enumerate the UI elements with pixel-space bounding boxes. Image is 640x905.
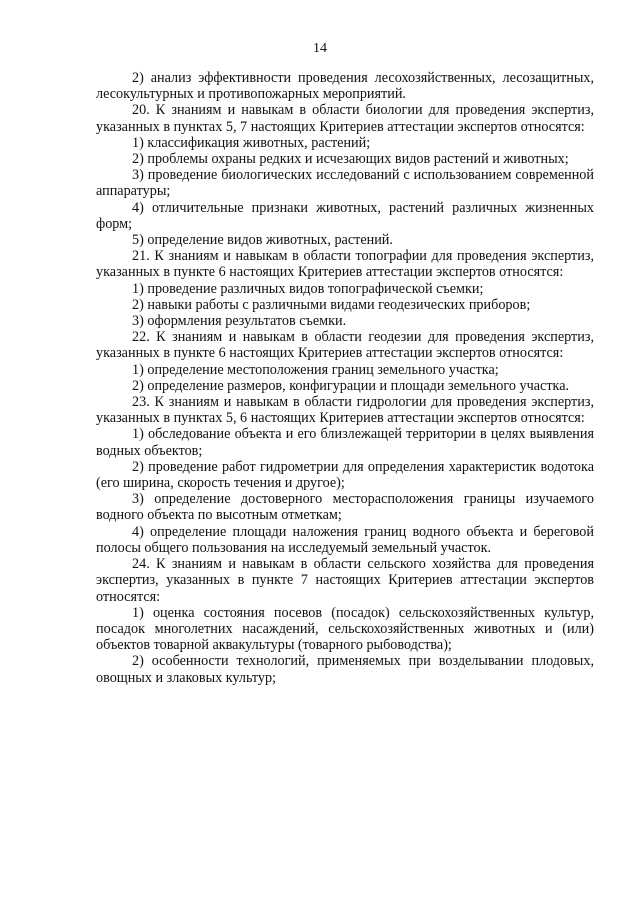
list-item: 5) определение видов животных, растений.	[132, 232, 393, 249]
list-item: 2) проведение работ гидрометрии для определения характеристик водотока (его ширина, скорость течения и другое);	[96, 458, 594, 492]
list-item: 2) проблемы охраны редких и исчезающих видов растений и животных;	[132, 151, 569, 168]
section-paragraph: 22. К знаниям и навыкам в области геодезии для проведения экспертиз, указанных в пункте 6 настоящих Критериев аттестации экспертов относятся:	[96, 329, 594, 362]
section-paragraph: 20. К знаниям и навыкам в области биологии для проведения экспертиз, указанных в пунктах 5, 7 настоящих Критериев аттестации экспертов относятся:	[96, 102, 594, 135]
list-item: 3) проведение биологических исследований с использованием современной аппаратуры;	[96, 167, 594, 200]
section-paragraph: 21. К знаниям и навыкам в области топографии для проведения экспертиз, указанных в пункте 6 настоящих Критериев аттестации экспертов относятся:	[96, 248, 594, 281]
list-item: 1) оценка состояния посевов (посадок) сельскохозяйственных культур, посадок многолетних насаждений, сельскохозяйственных животных и (или) объектов товарной аквакультуры (товарного рыбоводства);	[96, 604, 594, 654]
list-item: 4) отличительные признаки животных, растений различных жизненных форм;	[96, 199, 594, 232]
document-body	[96, 70, 594, 686]
page-number: 14	[313, 41, 327, 56]
list-item: 4) определение площади наложения границ водного объекта и береговой полосы общего пользования на исследуемый земельный участок.	[96, 523, 594, 556]
list-item: 1) обследование объекта и его близлежащей территории в целях выявления водных объектов;	[96, 426, 594, 459]
section-paragraph: 23. К знаниям и навыкам в области гидрологии для проведения экспертиз, указанных в пунктах 5, 6 настоящих Критериев аттестации экспертов относятся:	[96, 394, 594, 427]
list-item: 3) определение достоверного месторасположения границы изучаемого водного объекта по высотным отметкам;	[96, 491, 594, 524]
list-item: 2) навыки работы с различными видами геодезических приборов;	[132, 296, 531, 313]
section-paragraph: 24. К знаниям и навыкам в области сельского хозяйства для проведения экспертиз, указанных в пункте 7 настоящих Критериев аттестации экспертов относятся:	[96, 556, 594, 605]
list-item: 2) определение размеров, конфигурации и площади земельного участка.	[132, 377, 570, 394]
list-item: 3) оформления результатов съемки.	[132, 313, 347, 330]
list-item: 1) определение местоположения границ земельного участка;	[132, 361, 499, 378]
list-item: 1) проведение различных видов топографической съемки;	[132, 280, 484, 297]
list-item: 2) анализ эффективности проведения лесохозяйственных, лесозащитных, лесокультурных и противопожарных мероприятий.	[96, 70, 594, 103]
list-item: 2) особенности технологий, применяемых при возделывании плодовых, овощных и злаковых культур;	[96, 653, 594, 686]
list-item: 1) классификация животных, растений;	[132, 134, 371, 151]
